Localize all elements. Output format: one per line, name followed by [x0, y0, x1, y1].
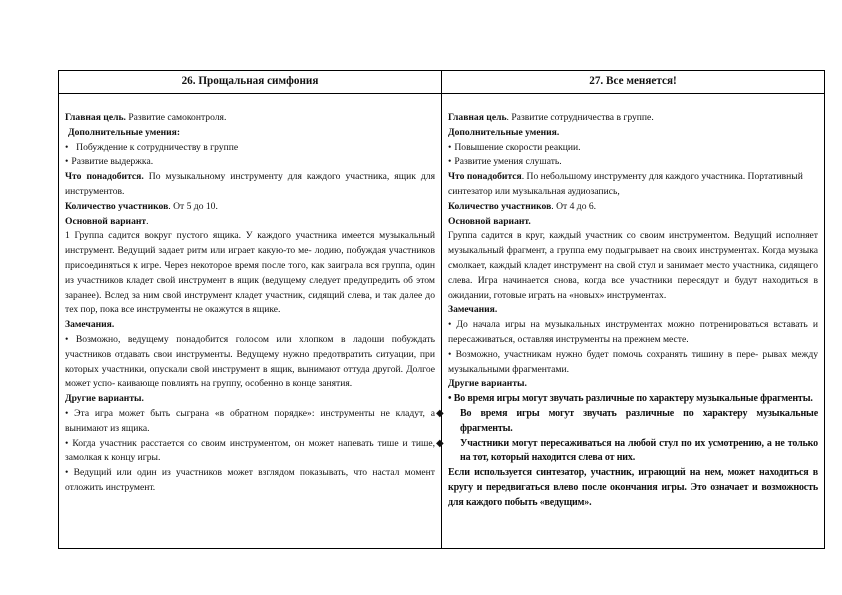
left-title: 26. Прощальная симфония: [181, 75, 319, 87]
participants-line: Количество участников. От 5 до 10.: [65, 200, 218, 212]
extra-skill-item: • Развитие умения слушать.: [448, 155, 818, 170]
header-rule-right: [442, 93, 825, 94]
right-title: 27. Все меняется!: [589, 75, 677, 87]
other-variants-heading: Другие варианты.: [448, 378, 527, 390]
extra-skill-item: • Развитие выдержка.: [65, 155, 435, 170]
final-paragraph: Если используется синтезатор, участник, играющий на нем, может находиться в кругу и передвигаться влево после окончания игры. Это означает и возможность для каждого побыть «ведущим».: [448, 467, 818, 508]
goal-line: Главная цель. Развитие самоконтроля.: [65, 112, 227, 123]
note-item: • Возможно, участникам нужно будет помочь сохранять тишину в пере- рывах между музыкальными фрагментами.: [448, 348, 818, 375]
main-variant-heading: Основной вариант.: [448, 215, 531, 227]
other-variant-item: • Эта игра может быть сыграна «в обратном порядке»: инструменты не кладут, а вынимают из ящика.: [65, 407, 435, 434]
other-variants-list: [436, 392, 818, 510]
extra-skill-item: • Побуждение к сотрудничеству в группе: [65, 141, 435, 156]
notes-heading: Замечания.: [448, 304, 498, 316]
other-variant-item: • Во время игры могут звучать различные по характеру музыкальные фрагменты.: [448, 393, 813, 405]
activities-table: [58, 70, 825, 549]
materials-line: Что понадобится. По музыкальному инструменту для каждого участника, ящик для инструментов.: [65, 171, 435, 197]
diamond-bullet-icon: ◆: [436, 437, 444, 449]
left-column: [59, 71, 442, 548]
participants-line: Количество участников. От 4 до 6.: [448, 200, 597, 212]
right-column: [436, 71, 824, 548]
other-variant-item: ◆ Участники могут пересаживаться на любой стул по их усмотрению, а не только на тот, который находится слева от них.: [436, 437, 818, 464]
materials-line: Что понадобится. По небольшому инструменту для каждого участника. Портативный синтезатор или музыкальная аудиозапись,: [448, 171, 803, 197]
left-body: [65, 93, 435, 496]
goal-line: Главная цель. Развитие сотрудничества в группе.: [448, 112, 654, 123]
notes-text: • Возможно, ведущему понадобится голосом или хлопком в ладоши побуждать участников отдавать свои инструменты. Ведущему нужно предотвратить ситуации, при которых участники, опускали свой инструмент в ящик, вынимают оттуда другой. Долгое может успо- каивающе повлиять на группу, особенно в конце занятия.: [65, 333, 435, 390]
main-variant-heading: Основной вариант.: [65, 215, 149, 227]
main-variant-text: 1 Группа садится вокруг пустого ящика. У каждого участника имеется музыкальный инструмент. Ведущий задает ритм или играет какую-то ме- лодию, побуждая участников присоединяться к игре. Через некоторое время после того, как заиграла вся группа, один из участников кладет свой инструмент в ящик (ведущему следует предупредить об этом заранее). Вслед за ним свой инструмент кладет участник, сидящий слева, и так далее до тех пор, пока все инструменты не окажутся в ящике.: [65, 230, 435, 316]
note-item: • До начала игры на музыкальных инструментах можно потренироваться вставать и пересаживаться, оставляя инструменты на прежнем месте.: [448, 319, 818, 345]
other-variants-heading: Другие варианты.: [65, 393, 144, 405]
extra-skills-heading: Дополнительные умения.: [448, 126, 560, 138]
right-body: [436, 93, 818, 511]
other-variant-item: • Когда участник расстается со своим инструментом, он может напевать тише и тише, замолкая к концу игры.: [65, 437, 435, 464]
extra-skills-heading: Дополнительные умения:: [68, 126, 181, 138]
diamond-bullet-icon: ◆: [436, 407, 444, 419]
extra-skill-item: • Повышение скорости реакции.: [448, 141, 818, 156]
notes-heading: Замечания.: [65, 319, 115, 331]
header-rule-left: [58, 93, 442, 94]
main-variant-text: Группа садится в круг, каждый участник со своим инструментом. Ведущий исполняет музыкальный фрагмент, а группа ему подыгрывает на своих инструментах. Когда музыка смолкает, каждый кладет инструмент на свой стул и занимает место участника, сидящего слева. Игра начинается снова, когда все участники пересядут и будут находиться в ожидании, готовые играть на «новых» инструментах.: [448, 230, 818, 301]
other-variant-item: • Ведущий или один из участников может взглядом показывать, что настал момент отложить инструмент.: [65, 467, 435, 493]
other-variant-item: ◆ Во время игры могут звучать различные по характеру музыкальные фрагменты.: [436, 407, 818, 434]
